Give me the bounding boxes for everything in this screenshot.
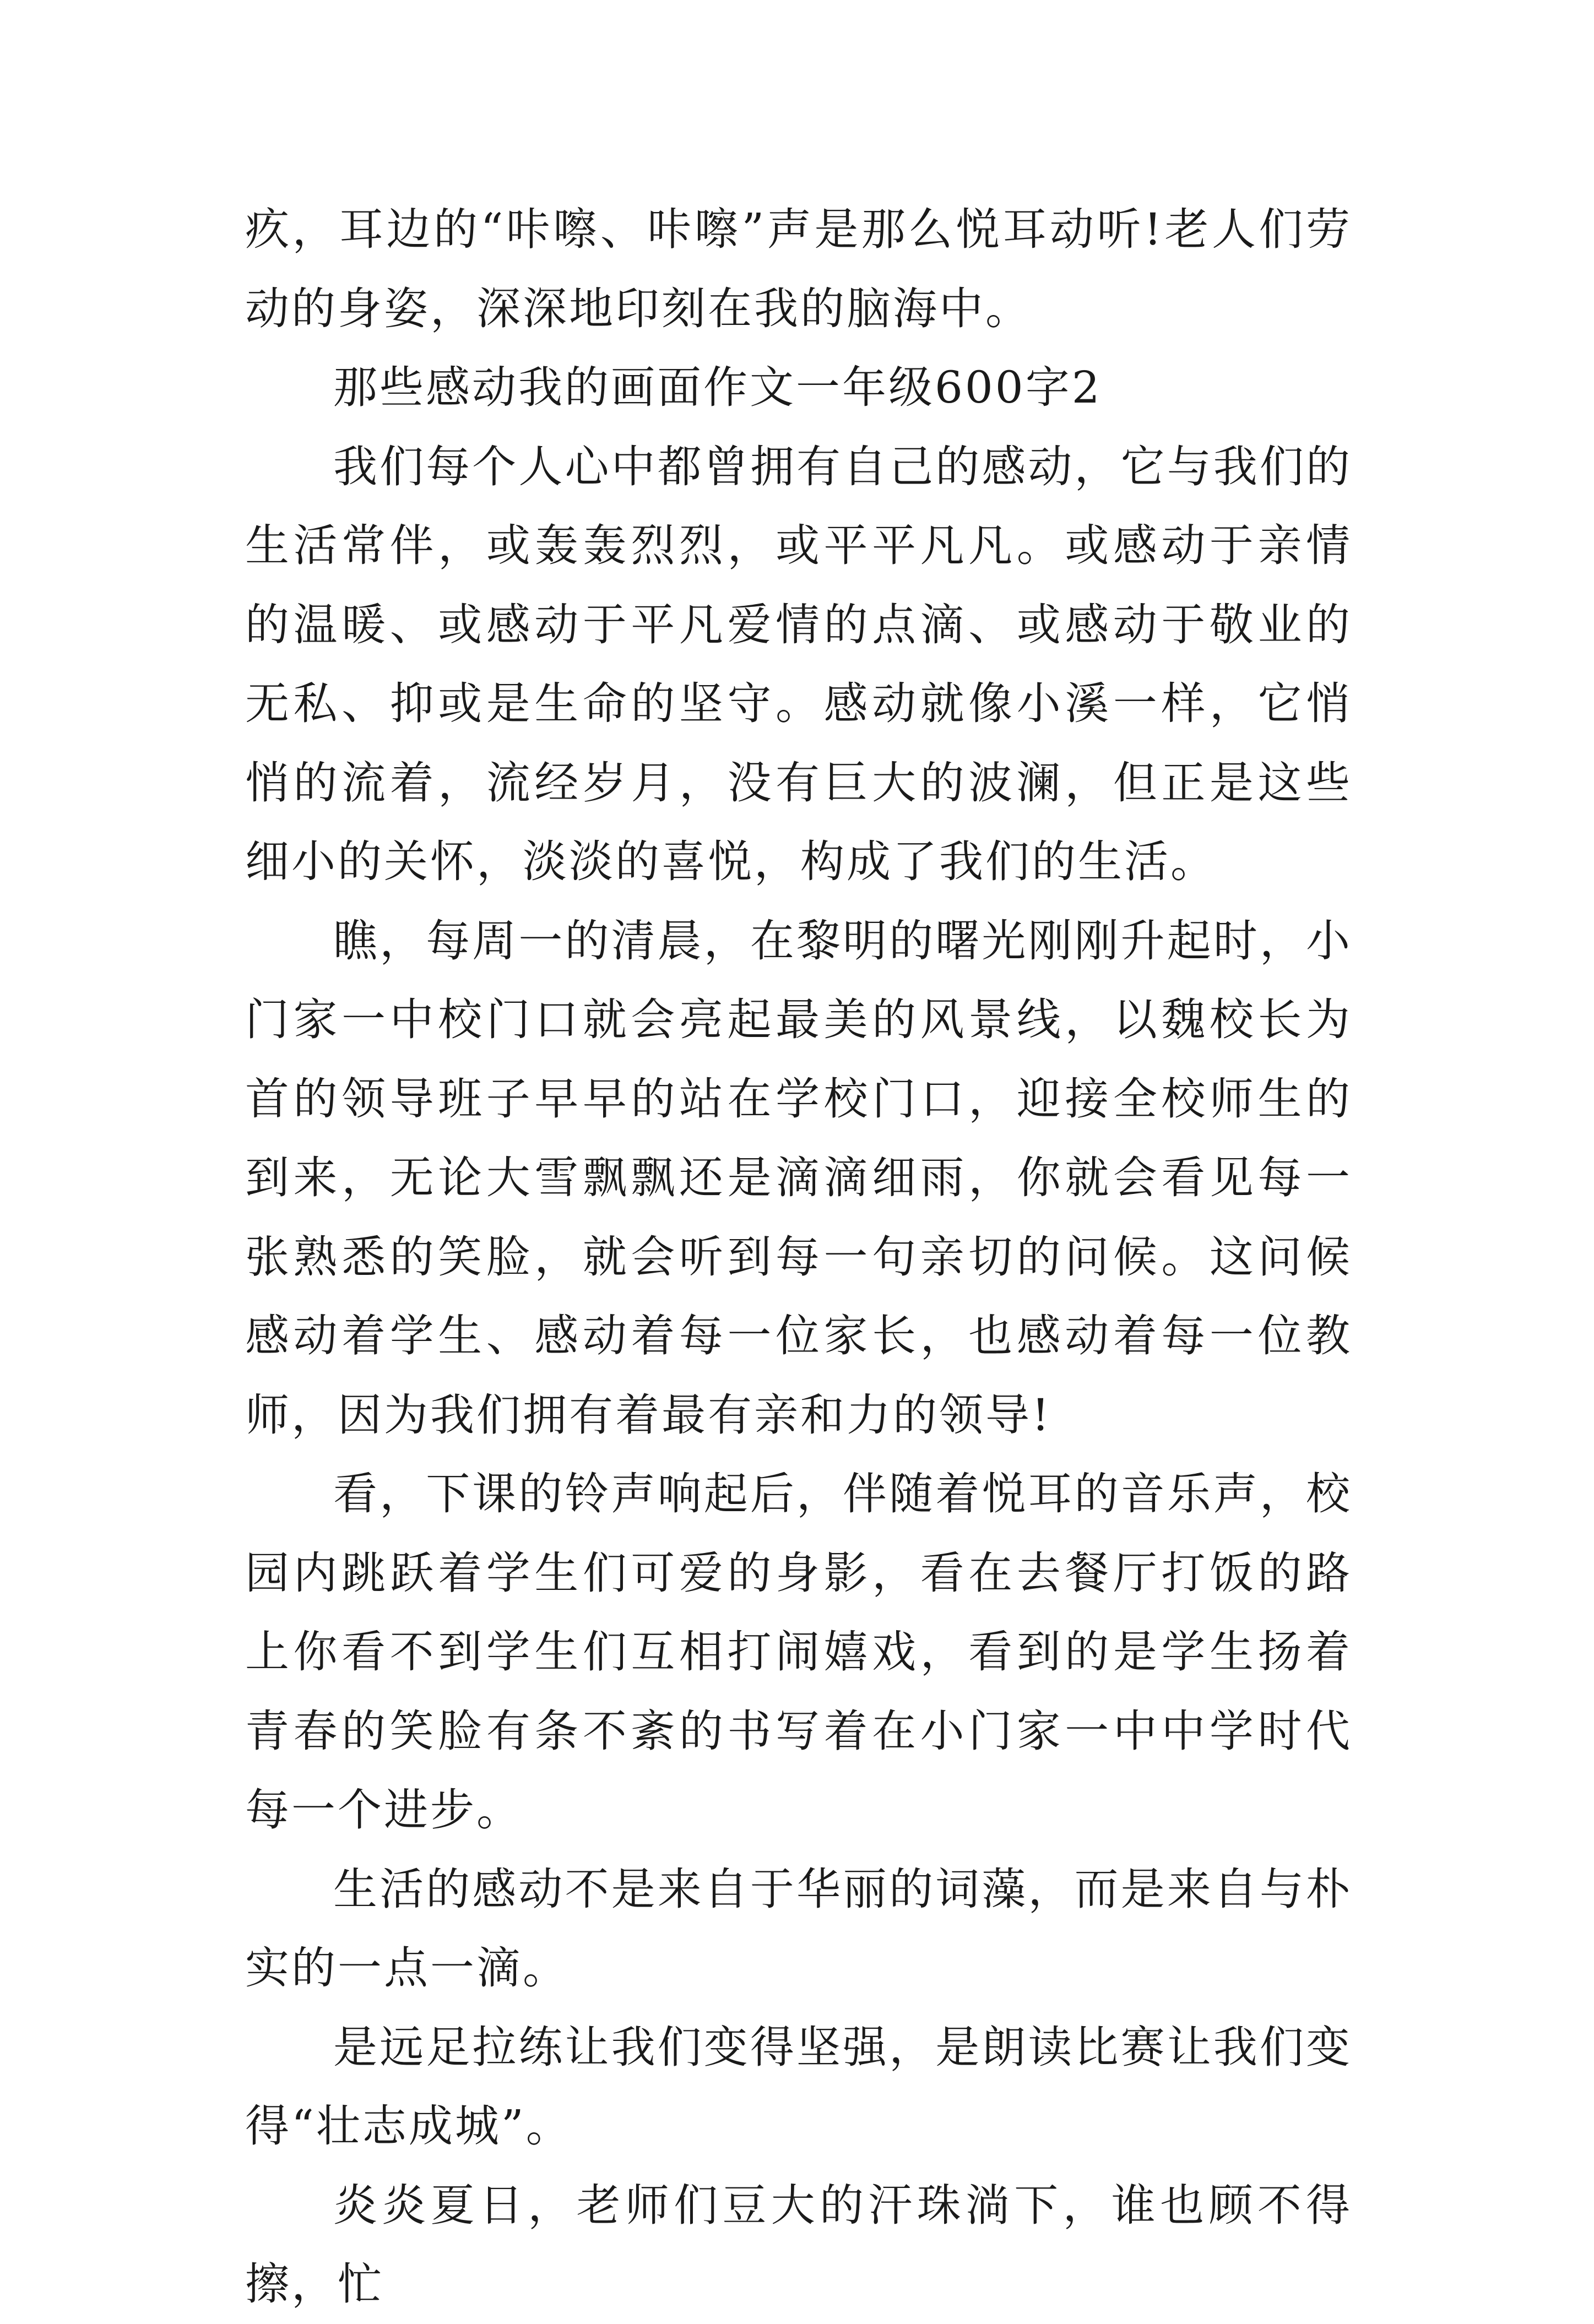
paragraph: 我们每个人心中都曾拥有自己的感动，它与我们的生活常伴，或轰轰烈烈，或平平凡凡。或感动于亲情的温暖、或感动于平凡爱情的点滴、或感动于敬业的无私、抑或是生命的坚守。感动就像小溪一样，它悄悄的流着，流经岁月，没有巨大的波澜，但正是这些细小的关怀，淡淡的喜悦，构成了我们的生活。 bbox=[245, 441, 1352, 887]
paragraph: 瞧，每周一的清晨，在黎明的曙光刚刚升起时，小门家一中校门口就会亮起最美的风景线，以魏校长为首的领导班子早早的站在学校门口，迎接全校师生的到来，无论大雪飘飘还是滴滴细雨，你就会看见每一张熟悉的笑脸，就会听到每一句亲切的问候。这问候感动着学生、感动着每一位家长，也感动着每一位教师，因为我们拥有着最有亲和力的领导! bbox=[245, 915, 1352, 1441]
paragraph-continued: 疚，耳边的“咔嚓、咔嚓”声是那么悦耳动听!老人们劳动的身姿，深深地印刻在我的脑海中。 bbox=[245, 204, 1352, 334]
document-body bbox=[245, 190, 1352, 2324]
paragraph: 炎炎夏日，老师们豆大的汗珠淌下，谁也顾不得擦，忙 bbox=[245, 2179, 1352, 2310]
paragraph: 看，下课的铃声响起后，伴随着悦耳的音乐声，校园内跳跃着学生们可爱的身影，看在去餐厅打饭的路上你看不到学生们互相打闹嬉戏，看到的是学生扬着青春的笑脸有条不紊的书写着在小门家一中中学时代每一个进步。 bbox=[245, 1468, 1352, 1836]
essay-heading: 那些感动我的画面作文一年级600字2 bbox=[333, 362, 1102, 413]
paragraph: 生活的感动不是来自于华丽的词藻，而是来自与朴实的一点一滴。 bbox=[245, 1863, 1352, 1994]
paragraph: 是远足拉练让我们变得坚强，是朗读比赛让我们变得“壮志成城”。 bbox=[245, 2021, 1352, 2152]
